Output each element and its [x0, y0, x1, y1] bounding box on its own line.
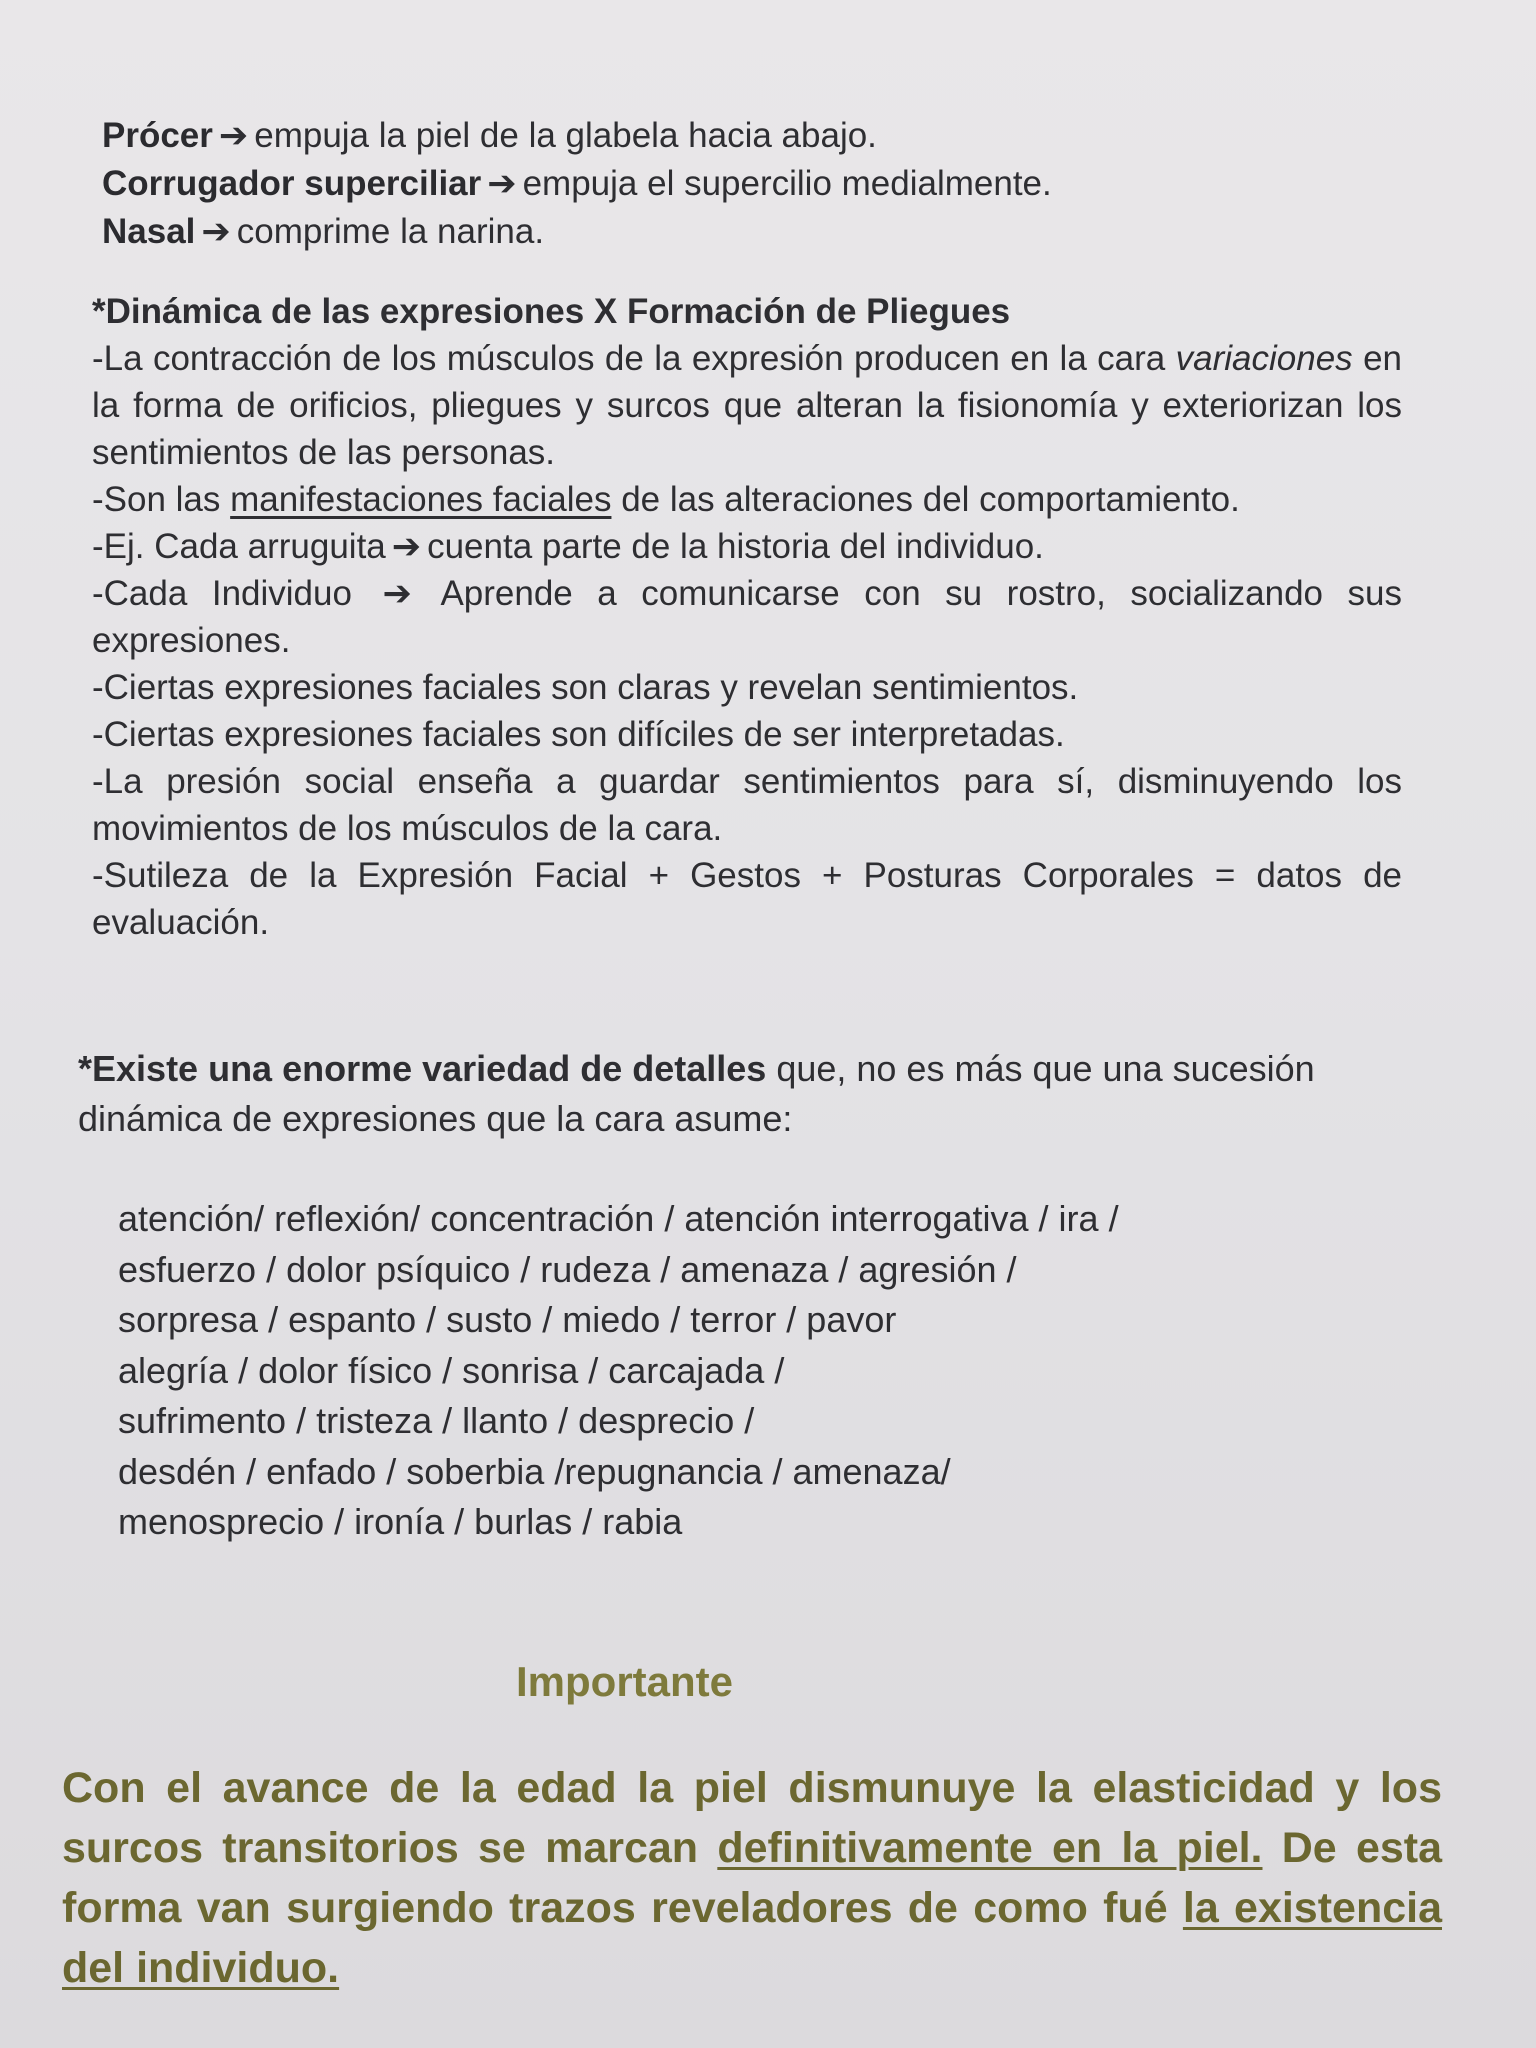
- muscle-name: Corrugador superciliar: [102, 164, 482, 203]
- text-span: -Son las: [92, 480, 221, 519]
- paragraph-subtlety: -Sutileza de la Expresión Facial + Gestos + Posturas Corporales = datos de evaluación.: [92, 856, 1402, 942]
- variety-section: [78, 1044, 1418, 1144]
- muscle-name: Nasal: [102, 212, 196, 251]
- text-span: de las alteraciones del comportamiento.: [621, 480, 1240, 519]
- arrow-icon: ➔: [218, 116, 249, 155]
- list-item: sorpresa / espanto / susto / miedo / terror / pavor: [118, 1299, 897, 1340]
- paragraph-pressure: -La presión social enseña a guardar sentimientos para sí, disminuyendo los movimientos de los músculos de la cara.: [92, 762, 1402, 848]
- arrow-icon: ➔: [382, 574, 412, 613]
- muscle-item: [102, 112, 1052, 160]
- underlined-term: manifestaciones faciales: [230, 480, 612, 519]
- paragraph-variations: [92, 335, 1402, 476]
- list-item: sufrimento / tristeza / llanto / desprecio /: [118, 1400, 755, 1441]
- underlined-term: definitivamente en la piel.: [717, 1824, 1263, 1872]
- paragraph-individual: [92, 570, 1402, 664]
- text-span: De esta forma van surgiendo trazos reveladores de como fué: [62, 1824, 1443, 1932]
- arrow-icon: ➔: [391, 527, 422, 566]
- text-span: en la forma de orificios, pliegues y surcos que alteran la fisionomía y exteriorizan los sentimientos de las personas.: [92, 339, 1402, 472]
- list-item: desdén / enfado / soberbia /repugnancia / amenaza/: [118, 1450, 951, 1492]
- important-paragraph: [62, 1758, 1442, 1998]
- text-span: Aprende a comunicarse con su rostro, socializando sus expresiones.: [92, 574, 1403, 660]
- muscle-list: [102, 112, 1052, 256]
- paragraph-clear: -Ciertas expresiones faciales son claras y revelan sentimientos.: [92, 668, 1079, 707]
- text-span: cuenta parte de la historia del individuo.: [427, 527, 1044, 566]
- list-item: esfuerzo / dolor psíquico / rudeza / amenaza / agresión /: [118, 1248, 1017, 1290]
- paragraph-example: [92, 523, 1402, 570]
- list-item: alegría / dolor físico / sonrisa / carcajada /: [118, 1349, 785, 1391]
- text-span: Con el avance de la edad la piel dismunuye la elasticidad y los surcos transitorios se marcan: [62, 1764, 1442, 1872]
- bold-lead: *Existe una enorme variedad de detalles: [78, 1048, 767, 1089]
- important-title: Importante: [516, 1658, 734, 1705]
- muscle-item: [102, 160, 1052, 208]
- text-span: -Cada Individuo: [92, 574, 352, 613]
- paragraph-difficult: -Ciertas expresiones faciales son difíciles de ser interpretadas.: [92, 715, 1065, 754]
- section-heading: *Dinámica de las expresiones X Formación de Pliegues: [92, 292, 1011, 331]
- muscle-action: comprime la narina.: [236, 212, 545, 251]
- text-span: -Ej. Cada arruguita: [92, 527, 386, 566]
- arrow-icon: ➔: [487, 164, 517, 203]
- list-item: atención/ reflexión/ concentración / atención interrogativa / ira /: [118, 1198, 1119, 1239]
- list-item: menosprecio / ironía / burlas / rabia: [118, 1501, 683, 1542]
- expressions-list: [118, 1194, 1119, 1548]
- muscle-item: [102, 208, 1052, 256]
- paragraph-manifestations: [92, 476, 1402, 523]
- muscle-name: Prócer: [102, 116, 213, 155]
- arrow-icon: ➔: [201, 212, 231, 251]
- italic-term: variaciones: [1175, 339, 1353, 378]
- expressions-dynamics-section: [92, 288, 1402, 946]
- muscle-action: empuja el supercilio medialmente.: [522, 164, 1052, 203]
- text-span: -La contracción de los músculos de la expresión producen en la cara: [92, 339, 1166, 378]
- underlined-term: la existencia del individuo.: [62, 1884, 1442, 1992]
- muscle-action: empuja la piel de la glabela hacia abajo.: [254, 116, 877, 155]
- text-span: que, no es más que una sucesión dinámica de expresiones que la cara asume:: [78, 1048, 1315, 1139]
